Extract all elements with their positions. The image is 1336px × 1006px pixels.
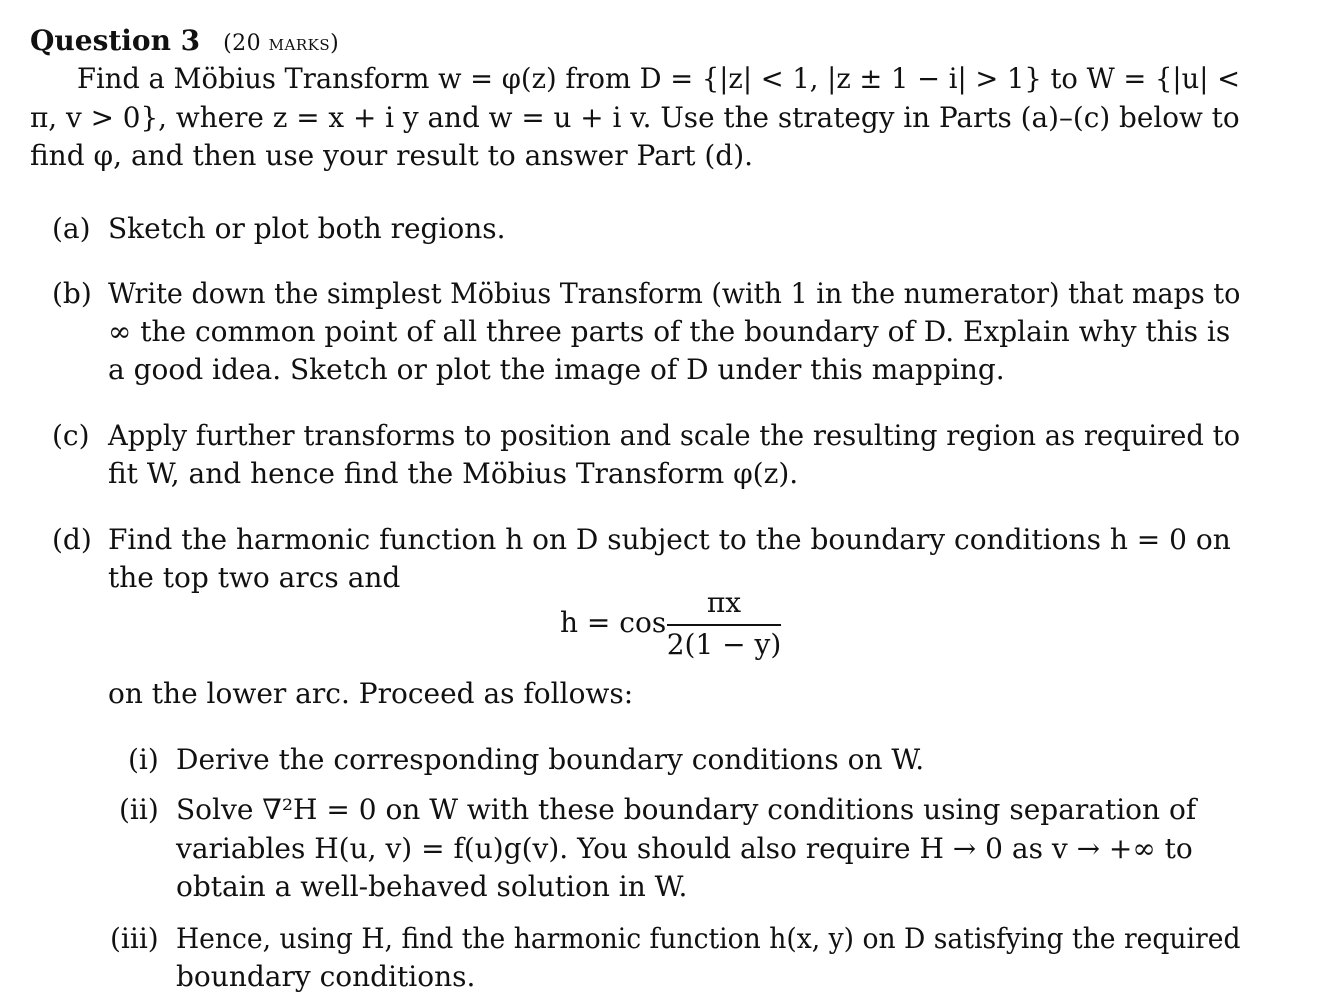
subpart-ii-line-2: variables H(u, v) = f(u)g(v). You should also require H → 0 as v → +∞ to (176, 832, 1193, 865)
equation-lhs: h = cos (560, 606, 667, 639)
subpart-ii-line-3: obtain a well-behaved solution in W. (176, 870, 688, 903)
part-b-line-2: ∞ the common point of all three parts of the boundary of D. Explain why this is (108, 315, 1231, 348)
equation-denominator: 2(1 − y) (666, 628, 782, 661)
equation-numerator: πx (706, 586, 742, 619)
part-c-line-1: Apply further transforms to position and scale the resulting region as required to (108, 419, 1241, 452)
subpart-iii-label: (iii) (110, 922, 159, 955)
part-a-text: Sketch or plot both regions. (108, 212, 506, 245)
question-heading (30, 22, 339, 63)
subpart-i-text: Derive the corresponding boundary conditions on W. (176, 743, 925, 776)
subpart-iii-line-1: Hence, using H, find the harmonic function h(x, y) on D satisfying the required (176, 922, 1241, 955)
subpart-ii-label: (ii) (119, 793, 159, 826)
part-b-line-1: Write down the simplest Möbius Transform (with 1 in the numerator) that maps to (108, 277, 1241, 310)
subpart-iii-line-2: boundary conditions. (176, 960, 476, 993)
part-a-label: (a) (52, 212, 91, 245)
part-c-label: (c) (52, 419, 90, 452)
part-d-line-3: on the lower arc. Proceed as follows: (108, 677, 634, 710)
intro-line-1: Find a Möbius Transform w = φ(z) from D = {|z| < 1, |z ± 1 − i| > 1} to W = {|u| < (77, 62, 1241, 95)
question-marks: (20 marks) (223, 31, 340, 56)
part-d-line-2: the top two arcs and (108, 561, 401, 594)
part-d-label: (d) (52, 523, 92, 556)
intro-line-3: find φ, and then use your result to answer Part (d). (30, 139, 754, 172)
question-title: Question 3 (30, 24, 201, 57)
part-b-line-3: a good idea. Sketch or plot the image of D under this mapping. (108, 353, 1005, 386)
subpart-ii-line-1: Solve ∇²H = 0 on W with these boundary conditions using separation of (176, 793, 1197, 826)
fraction-bar (667, 624, 781, 626)
intro-line-2: π, v > 0}, where z = x + i y and w = u + i v. Use the strategy in Parts (a)–(c) below to (30, 101, 1240, 134)
part-b-label: (b) (52, 277, 92, 310)
part-c-line-2: fit W, and hence find the Möbius Transform φ(z). (108, 457, 799, 490)
subpart-i-label: (i) (128, 743, 159, 776)
part-d-line-1: Find the harmonic function h on D subject to the boundary conditions h = 0 on (108, 523, 1231, 556)
